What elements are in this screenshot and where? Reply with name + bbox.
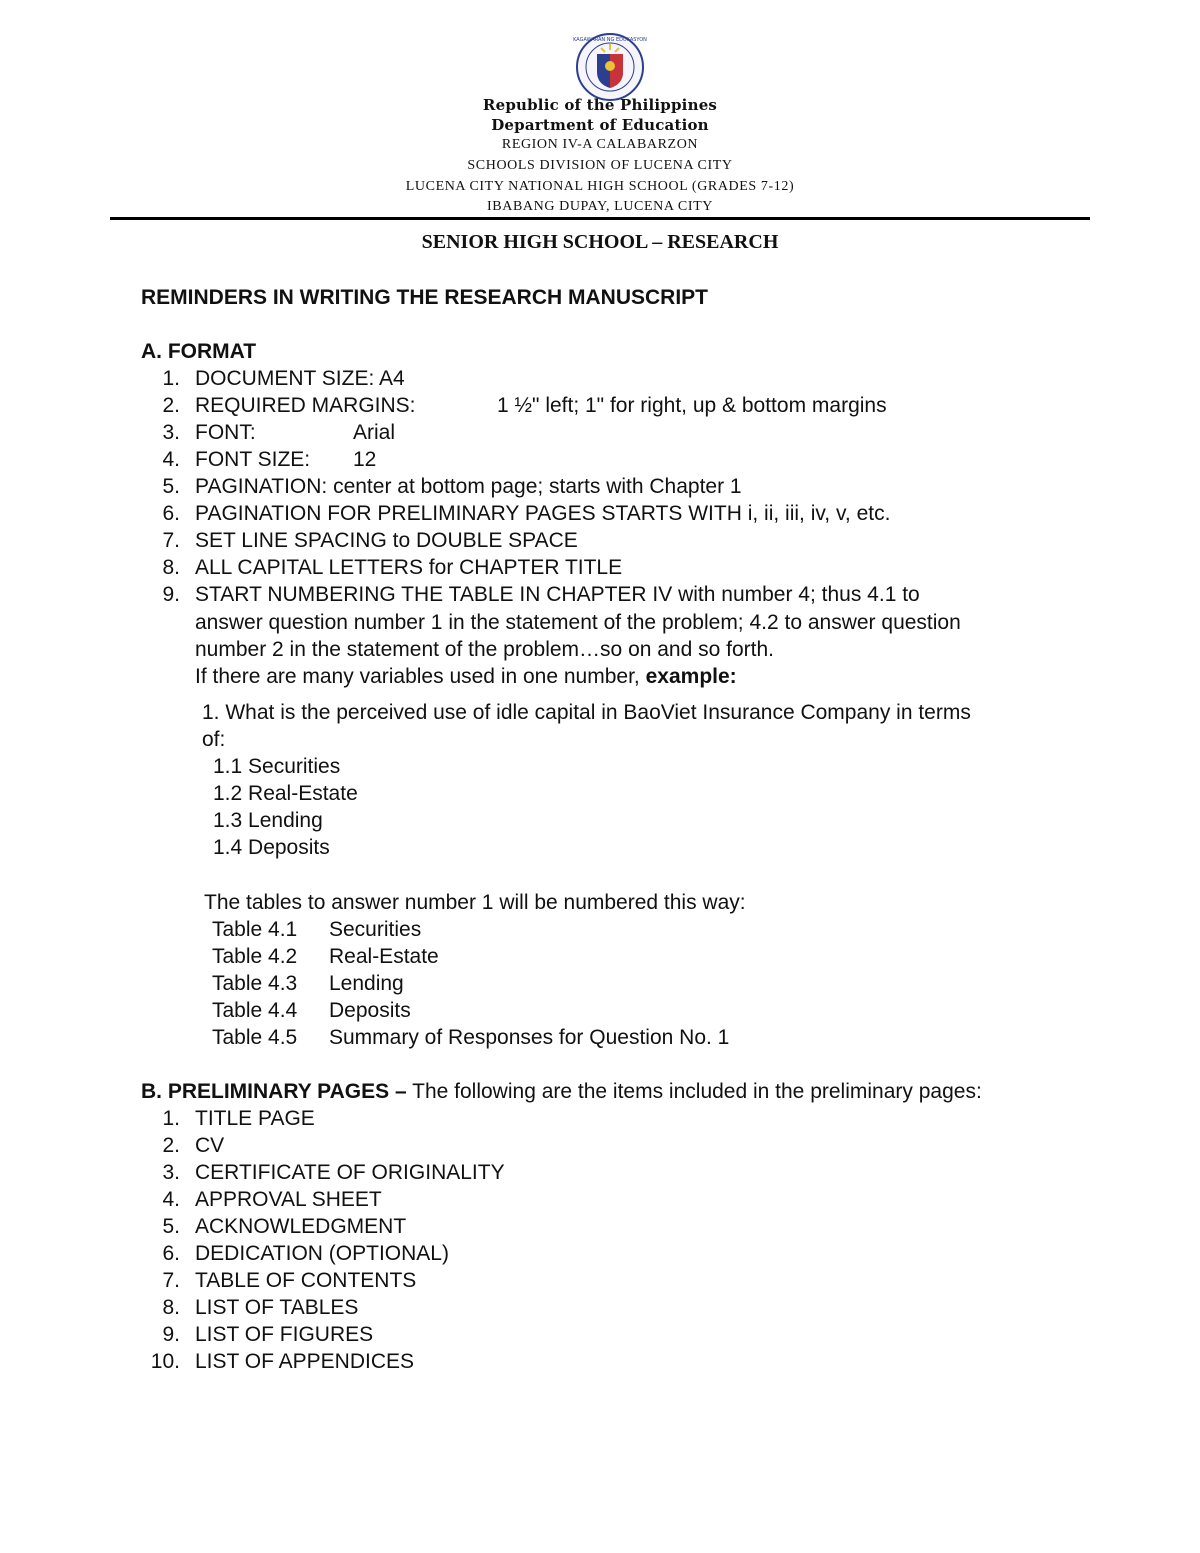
header-region: REGION IV-A CALABARZON xyxy=(501,137,699,152)
header-divider xyxy=(110,217,1090,220)
header-republic: Republic of the Philippines xyxy=(482,96,718,114)
header-school: LUCENA CITY NATIONAL HIGH SCHOOL (GRADES 7-12) xyxy=(405,179,795,194)
header-department: Department of Education xyxy=(491,116,709,134)
example-question-cont: of: xyxy=(202,728,226,751)
item9-continuation: number 2 in the statement of the problem…so on and so forth. xyxy=(195,638,774,661)
example-question: 1. What is the perceived use of idle capital in BaoViet Insurance Company in terms xyxy=(202,701,971,724)
example-line: If there are many variables used in one number, example: xyxy=(195,665,737,688)
list-item: 1.3 Lending xyxy=(213,809,323,832)
header-division: SCHOOLS DIVISION OF LUCENA CITY xyxy=(467,158,733,173)
list-item: 1.1 Securities xyxy=(213,755,341,778)
list-item: Table 4.4 Deposits xyxy=(212,999,411,1022)
document-title: SENIOR HIGH SCHOOL – RESEARCH xyxy=(421,231,779,253)
item9-continuation: answer question number 1 in the statement of the problem; 4.2 to answer question xyxy=(195,611,961,634)
list-item: Table 4.1 Securities xyxy=(212,918,422,941)
tables-intro: The tables to answer number 1 will be numbered this way: xyxy=(204,891,746,914)
deped-seal-icon xyxy=(565,32,655,102)
format-heading: A. FORMAT xyxy=(141,340,257,363)
header-address: IBABANG DUPAY, LUCENA CITY xyxy=(487,199,713,214)
reminders-title: REMINDERS IN WRITING THE RESEARCH MANUSCRIPT xyxy=(141,286,709,309)
list-item: Table 4.3 Lending xyxy=(212,972,404,995)
preliminary-heading: B. PRELIMINARY PAGES – The following are the items included in the preliminary pages: xyxy=(141,1080,982,1103)
seal-text: KAGAWARAN NG EDUKASYON xyxy=(573,37,647,43)
list-item: Table 4.2 Real-Estate xyxy=(212,945,439,968)
list-item: Table 4.5 Summary of Responses for Question No. 1 xyxy=(212,1026,730,1049)
list-item: 1.4 Deposits xyxy=(213,836,330,859)
list-item: 1.2 Real-Estate xyxy=(213,782,358,805)
